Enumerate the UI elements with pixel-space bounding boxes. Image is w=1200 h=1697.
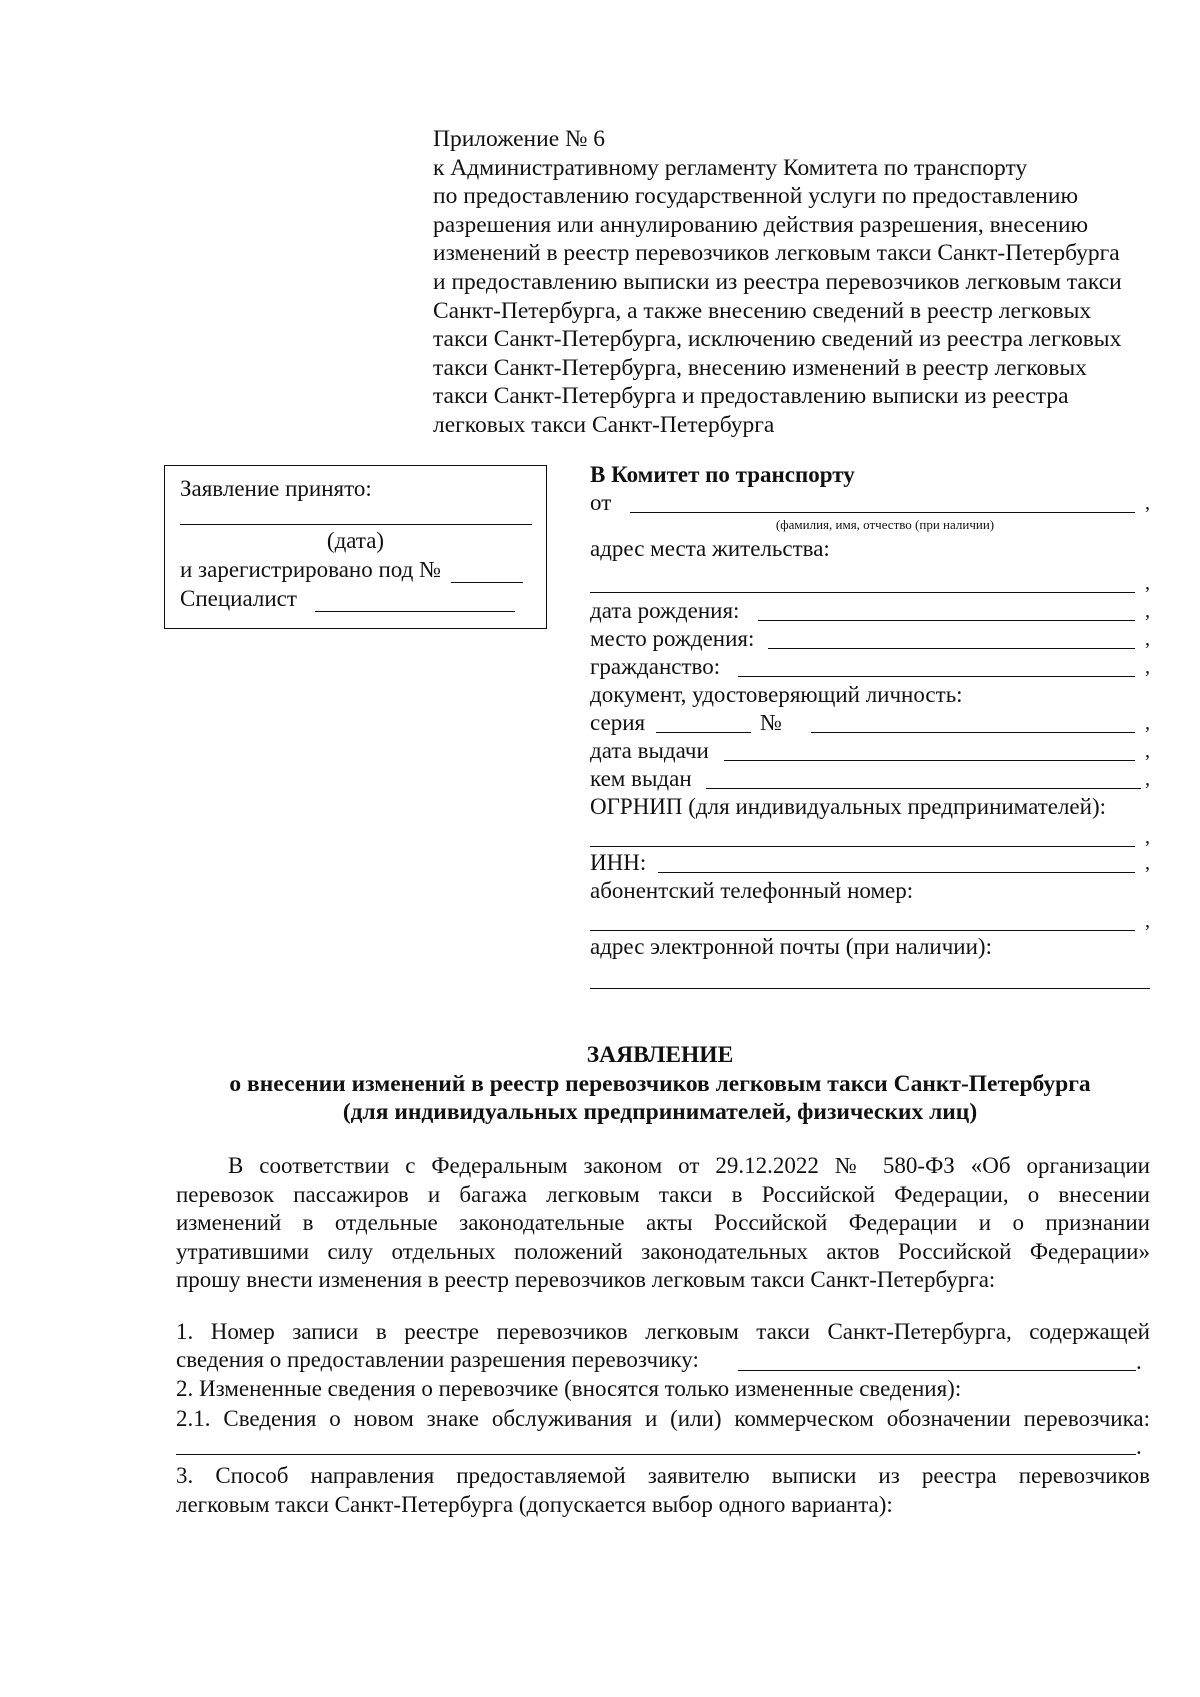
item-1 [176, 1318, 1150, 1347]
stamp-specialist-label: Специалист [180, 586, 297, 611]
field-birth-date[interactable] [758, 620, 1135, 621]
row-series-number [590, 710, 1150, 738]
comma: , [1145, 852, 1150, 874]
paragraph-line: прошу внести изменения в реестр перевозчиков легковым такси Санкт-Петербурга: [176, 1267, 996, 1292]
item-3 [176, 1462, 1150, 1519]
comma: , [1145, 656, 1150, 678]
title-main: ЗАЯВЛЕНИЕ [586, 1042, 734, 1068]
label-series: серия [590, 710, 646, 735]
row-phone-label [590, 878, 1150, 906]
field-issue-date[interactable] [724, 760, 1135, 761]
stamp-date-field[interactable] [180, 524, 532, 525]
stamp-registered-label: и зарегистрировано под № [180, 557, 442, 582]
field-citizenship[interactable] [738, 676, 1135, 677]
item-1-line-1: 1. Номер записи в реестре перевозчиков легковым такси Санкт-Петербурга, содержащей [176, 1319, 1150, 1344]
stamp-registered-line [180, 557, 523, 583]
comma: , [1145, 740, 1150, 762]
label-email: адрес электронной почты (при наличии): [590, 934, 992, 959]
statement-paragraph [176, 1152, 1150, 1295]
item-3-line-2: легковым такси Санкт-Петербурга (допускается выбор одного варианта): [176, 1491, 893, 1517]
appendix-line: такси Санкт-Петербурга и предоставлению выписки из реестра [433, 383, 1069, 410]
comma: , [1145, 826, 1150, 848]
label-ogrnip: ОГРНИП (для индивидуальных предпринимателей): [590, 794, 1106, 819]
row-email-field [590, 966, 1150, 994]
document-title [170, 1041, 1150, 1127]
row-birth-place [590, 626, 1150, 654]
comma: , [1145, 600, 1150, 622]
appendix-line: такси Санкт-Петербурга, исключению сведений из реестра легковых [433, 326, 1122, 353]
label-from: от [590, 490, 612, 515]
appendix-line: к Административному регламенту Комитета по транспорту [433, 154, 1028, 181]
paragraph-line: В соответствии с Федеральным законом от 29.12.2022 № 580-ФЗ «Об организации [228, 1153, 1150, 1178]
appendix-line: Приложение № 6 [433, 126, 606, 152]
row-ogrnip-label [590, 794, 1150, 822]
appendix-line: по предоставлению государственной услуги по предоставлению [433, 183, 1078, 210]
comma: , [1145, 910, 1150, 932]
addressee-heading [590, 462, 890, 490]
item-2-1-label: 2.1. Сведения о новом знаке обслуживания и (или) коммерческом обозначении перевозчика: [176, 1406, 1150, 1431]
period: . [1136, 1349, 1142, 1374]
appendix-line: разрешения или аннулированию действия разрешения, внесению [433, 211, 1089, 238]
appendix-header [433, 125, 1153, 440]
field-address[interactable] [590, 592, 1135, 593]
stamp-accepted-label: Заявление принято: [180, 476, 372, 501]
paragraph-line: перевозок пассажиров и багажа легковым такси в Российской Федерации, о внесении [176, 1181, 1150, 1207]
appendix-line: изменений в реестр перевозчиков легковым такси Санкт-Петербурга [433, 240, 1120, 267]
row-email-label [590, 934, 1150, 962]
registration-stamp-box [164, 465, 547, 629]
field-full-name[interactable] [630, 512, 1135, 513]
appendix-line: такси Санкт-Петербурга, внесению изменений в реестр легковых [433, 354, 1087, 381]
field-record-number[interactable] [738, 1370, 1136, 1371]
label-birth-place: место рождения: [590, 626, 755, 651]
label-birth-date: дата рождения: [590, 598, 740, 623]
stamp-specialist-field[interactable] [315, 611, 515, 612]
full-name-caption: (фамилия, имя, отчество (при наличии) [775, 517, 995, 532]
label-citizenship: гражданство: [590, 654, 721, 679]
row-phone-field [590, 908, 1150, 936]
title-subtitle-2: (для индивидуальных предпринимателей, физических лиц) [342, 1099, 978, 1125]
row-citizenship [590, 654, 1150, 682]
item-2: 2. Измененные сведения о перевозчике (вносятся только измененные сведения): [176, 1376, 962, 1401]
label-id-document: документ, удостоверяющий личность: [590, 682, 963, 707]
row-id-document [590, 682, 1150, 710]
row-ogrnip-field [590, 824, 1150, 852]
row-issued-by [590, 766, 1150, 794]
comma: , [1145, 768, 1150, 790]
item-2-1 [176, 1405, 1150, 1434]
label-inn: ИНН: [590, 850, 647, 875]
comma: , [1145, 712, 1150, 734]
row-address-field [590, 570, 1150, 598]
row-birth-date [590, 598, 1150, 626]
addressee-to: В Комитет по транспорту [590, 462, 855, 487]
label-number: № [760, 710, 782, 735]
row-inn [590, 850, 1150, 878]
field-phone[interactable] [590, 930, 1135, 931]
field-inn[interactable] [658, 872, 1135, 873]
field-document-number[interactable] [811, 732, 1135, 733]
field-birth-place[interactable] [768, 648, 1135, 649]
appendix-line: Санкт-Петербурга, а также внесению сведений в реестр легковых [433, 297, 1092, 324]
row-from [590, 490, 1150, 518]
field-issued-by[interactable] [706, 788, 1141, 789]
period: . [1136, 1434, 1142, 1459]
label-issue-date: дата выдачи [590, 738, 709, 763]
field-email[interactable] [590, 988, 1150, 989]
paragraph-line: утратившими силу отдельных положений законодательных актов Российской Федерации» [176, 1238, 1150, 1264]
label-address: адрес места жительства: [590, 536, 830, 561]
stamp-registration-number-field[interactable] [451, 582, 523, 583]
stamp-specialist-line [180, 586, 515, 612]
row-address-label [590, 536, 1150, 564]
item-1-label: сведения о предоставлении разрешения перевозчику: [176, 1347, 699, 1372]
field-series[interactable] [656, 732, 751, 733]
comma: , [1145, 628, 1150, 650]
comma: , [1145, 492, 1150, 514]
appendix-line: и предоставлению выписки из реестра перевозчиков легковым такси [433, 268, 1122, 295]
field-ogrnip[interactable] [590, 846, 1135, 847]
label-issued-by: кем выдан [590, 766, 692, 791]
field-service-mark[interactable] [176, 1454, 1136, 1455]
comma: , [1145, 572, 1150, 594]
label-phone: абонентский телефонный номер: [590, 878, 914, 903]
appendix-line: легковых такси Санкт-Петербурга [433, 411, 775, 438]
title-subtitle-1: о внесении изменений в реестр перевозчиков легковым такси Санкт-Петербурга [229, 1070, 1091, 1097]
paragraph-line: изменений в отдельные законодательные акты Российской Федерации и о признании [176, 1210, 1150, 1235]
stamp-date-caption: (дата) [326, 528, 385, 553]
row-issue-date [590, 738, 1150, 766]
item-3-line-1: 3. Способ направления предоставляемой заявителю выписки из реестра перевозчиков [176, 1463, 1150, 1488]
